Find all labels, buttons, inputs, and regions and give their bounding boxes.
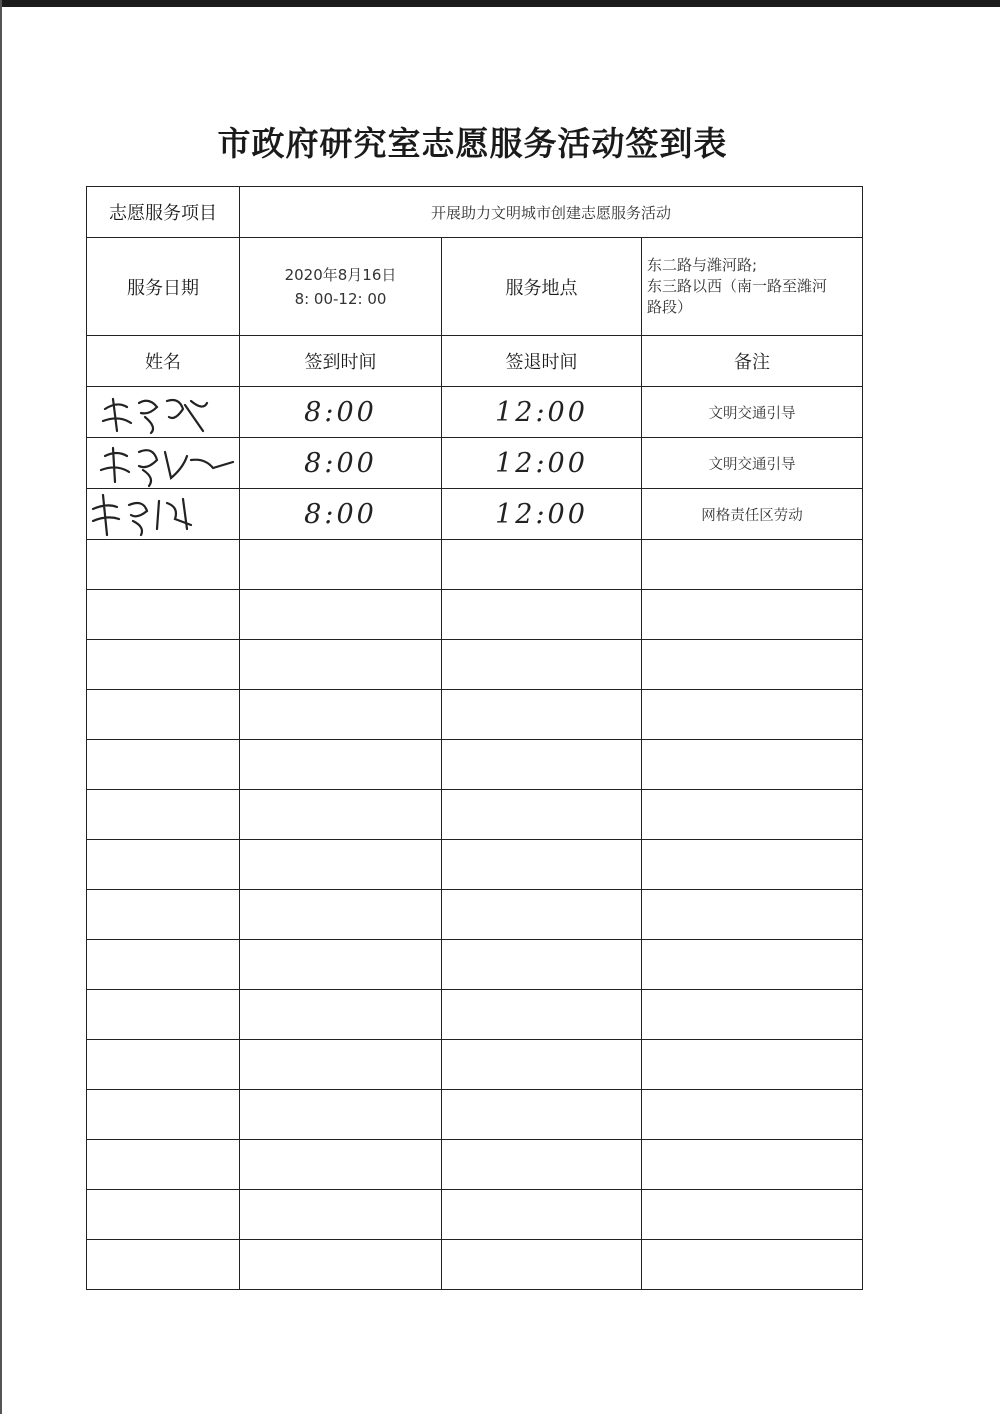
service-time-line: 8: 00-12: 00 <box>294 289 387 308</box>
checkout-time: 12:00 <box>495 498 588 530</box>
empty-cell <box>240 1240 442 1290</box>
table-row <box>87 489 863 540</box>
empty-row <box>87 790 863 840</box>
empty-cell <box>87 1040 240 1090</box>
service-place-line: 路段） <box>647 298 693 316</box>
empty-cell <box>240 940 442 990</box>
empty-cell <box>240 1140 442 1190</box>
note-cell: 文明交通引导 <box>642 387 863 438</box>
empty-cell <box>240 1090 442 1140</box>
empty-cell <box>642 590 863 640</box>
checkin-cell <box>240 438 442 489</box>
checkin-cell <box>240 387 442 438</box>
empty-cell <box>240 840 442 890</box>
handwritten-signature <box>87 489 239 539</box>
empty-row <box>87 1140 863 1190</box>
project-row <box>87 187 863 238</box>
column-header-note: 备注 <box>642 336 863 387</box>
empty-cell <box>642 940 863 990</box>
scan-edge-top <box>0 0 1000 7</box>
empty-row <box>87 540 863 590</box>
empty-cell <box>240 990 442 1040</box>
empty-cell <box>442 540 642 590</box>
empty-cell <box>240 1040 442 1090</box>
service-place-line: 东三路以西（南一路至潍河 <box>647 277 828 295</box>
empty-cell <box>240 640 442 690</box>
signature-cell <box>87 387 240 438</box>
signature-cell <box>87 438 240 489</box>
empty-cell <box>87 1240 240 1290</box>
signin-table <box>86 186 863 1290</box>
project-label: 志愿服务项目 <box>87 187 240 238</box>
handwritten-signature <box>87 438 239 488</box>
column-header-checkout: 签退时间 <box>442 336 642 387</box>
empty-cell <box>642 890 863 940</box>
empty-cell <box>642 540 863 590</box>
empty-cell <box>87 1090 240 1140</box>
project-value: 开展助力文明城市创建志愿服务活动 <box>240 187 863 238</box>
empty-cell <box>642 740 863 790</box>
table-row <box>87 438 863 489</box>
empty-cell <box>642 640 863 690</box>
empty-cell <box>442 690 642 740</box>
empty-cell <box>442 740 642 790</box>
empty-cell <box>442 1190 642 1240</box>
empty-cell <box>87 640 240 690</box>
empty-row <box>87 590 863 640</box>
empty-cell <box>240 1190 442 1240</box>
empty-row <box>87 840 863 890</box>
empty-cell <box>240 740 442 790</box>
empty-cell <box>87 540 240 590</box>
empty-cell <box>642 690 863 740</box>
checkout-cell <box>442 387 642 438</box>
empty-row <box>87 740 863 790</box>
empty-row <box>87 640 863 690</box>
table-row <box>87 387 863 438</box>
empty-cell <box>442 840 642 890</box>
empty-row <box>87 1190 863 1240</box>
empty-cell <box>442 1240 642 1290</box>
empty-row <box>87 890 863 940</box>
checkin-cell <box>240 489 442 540</box>
service-place-label: 服务地点 <box>442 238 642 336</box>
empty-cell <box>642 1240 863 1290</box>
empty-row <box>87 1240 863 1290</box>
empty-cell <box>240 690 442 740</box>
note-cell: 文明交通引导 <box>642 438 863 489</box>
checkout-cell <box>442 438 642 489</box>
empty-cell <box>87 1190 240 1240</box>
checkin-time: 8:00 <box>304 447 377 479</box>
empty-row <box>87 940 863 990</box>
empty-cell <box>442 890 642 940</box>
page-title: 市政府研究室志愿服务活动签到表 <box>217 124 728 163</box>
empty-cell <box>642 1140 863 1190</box>
column-header-checkin: 签到时间 <box>240 336 442 387</box>
empty-cell <box>87 940 240 990</box>
checkout-time: 12:00 <box>495 447 588 479</box>
signature-cell <box>87 489 240 540</box>
empty-cell <box>642 990 863 1040</box>
empty-cell <box>87 990 240 1040</box>
service-date-value <box>240 238 442 336</box>
empty-row <box>87 1090 863 1140</box>
note-cell: 网格责任区劳动 <box>642 489 863 540</box>
column-header-name: 姓名 <box>87 336 240 387</box>
empty-cell <box>442 990 642 1040</box>
checkin-time: 8:00 <box>304 498 377 530</box>
empty-cell <box>87 590 240 640</box>
empty-cell <box>240 890 442 940</box>
empty-cell <box>240 590 442 640</box>
empty-row <box>87 690 863 740</box>
empty-cell <box>87 690 240 740</box>
empty-cell <box>642 1040 863 1090</box>
empty-cell <box>87 890 240 940</box>
empty-cell <box>442 590 642 640</box>
scan-edge-left <box>0 0 2 1414</box>
empty-cell <box>642 1090 863 1140</box>
empty-cell <box>442 1140 642 1190</box>
empty-cell <box>87 1140 240 1190</box>
service-date-line: 2020年8月16日 <box>284 265 397 284</box>
empty-cell <box>642 1190 863 1240</box>
service-place-value <box>642 238 863 336</box>
checkout-cell <box>442 489 642 540</box>
service-place-line: 东二路与潍河路; <box>647 256 758 274</box>
empty-cell <box>642 840 863 890</box>
empty-row <box>87 990 863 1040</box>
empty-cell <box>642 790 863 840</box>
empty-cell <box>442 640 642 690</box>
handwritten-signature <box>87 387 239 437</box>
column-header-row <box>87 336 863 387</box>
checkout-time: 12:00 <box>495 396 588 428</box>
empty-cell <box>442 940 642 990</box>
service-row <box>87 238 863 336</box>
empty-cell <box>442 1090 642 1140</box>
service-date-label: 服务日期 <box>87 238 240 336</box>
empty-cell <box>442 790 642 840</box>
empty-cell <box>442 1040 642 1090</box>
empty-cell <box>240 790 442 840</box>
empty-cell <box>87 740 240 790</box>
checkin-time: 8:00 <box>304 396 377 428</box>
empty-cell <box>240 540 442 590</box>
empty-cell <box>87 790 240 840</box>
empty-cell <box>87 840 240 890</box>
empty-row <box>87 1040 863 1090</box>
